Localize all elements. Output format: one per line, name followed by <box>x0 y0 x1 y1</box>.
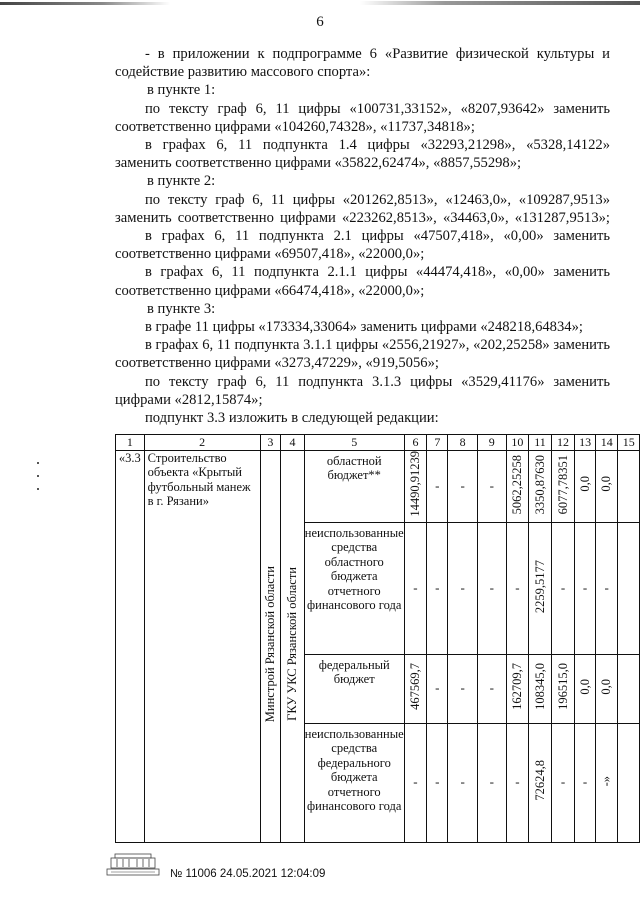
table-header-cell: 3 <box>260 435 281 451</box>
paragraph: по тексту граф 6, 11 подпункта 3.1.3 цифры «3529,41176» заменить цифрами «2812,15874»; <box>115 373 610 408</box>
value-cell: 0,0 <box>575 450 596 522</box>
value-cell: - <box>404 723 427 842</box>
value-cell: 5062,25258 <box>506 450 529 522</box>
funding-source-cell: областной бюджет** <box>304 450 404 522</box>
table-header-cell: 2 <box>144 435 260 451</box>
value-cell: - <box>477 654 506 723</box>
value-cell: - <box>551 522 575 654</box>
paragraph: подпункт 3.3 изложить в следующей редакции: <box>145 410 439 427</box>
table-header-cell: 5 <box>304 435 404 451</box>
value-cell: 0,0 <box>595 654 618 723</box>
value-cell: - <box>448 723 478 842</box>
value-cell: 6077,78351 <box>551 450 575 522</box>
value-cell: - <box>404 522 427 654</box>
paragraph-subheading: в пункте 1: <box>147 82 216 99</box>
table-header-cell: 10 <box>506 435 529 451</box>
amendment-text <box>115 45 610 427</box>
paragraph: по тексту граф 6, 11 цифры «100731,33152», «8207,93642» заменить соответственно цифрами «104260,74328», «11737,34818»; <box>115 100 610 135</box>
table-header-cell: 8 <box>448 435 478 451</box>
budget-table <box>115 434 640 843</box>
margin-dot <box>37 488 39 490</box>
table-header-cell: 13 <box>575 435 596 451</box>
funding-source-cell: федеральный бюджет <box>304 654 404 723</box>
value-cell: - <box>448 450 478 522</box>
value-cell: - <box>477 450 506 522</box>
value-cell: - <box>575 723 596 842</box>
table-header-cell: 12 <box>551 435 575 451</box>
value-cell <box>618 450 640 522</box>
government-emblem-icon <box>105 852 161 876</box>
value-cell: 162709,7 <box>506 654 529 723</box>
scan-edge-mark-left <box>0 2 170 5</box>
value-cell: 3350,87630 <box>529 450 552 522</box>
customer-cell: ГКУ УКС Рязанской области <box>281 450 305 842</box>
paragraph-subheading: в пункте 2: <box>147 173 216 190</box>
margin-dot <box>37 462 39 464</box>
item-number-cell: «3.3 <box>116 450 145 842</box>
table-header-cell: 1 <box>116 435 145 451</box>
value-cell: - <box>448 654 478 723</box>
value-cell: 108345,0 <box>529 654 552 723</box>
value-cell <box>618 654 640 723</box>
paragraph: - в приложении к подпрограмме 6 «Развитие физической культуры и содействие развитию массового спорта»: <box>115 46 610 81</box>
value-cell: 196515,0 <box>551 654 575 723</box>
value-cell: - <box>448 522 478 654</box>
table-header-cell: 15 <box>618 435 640 451</box>
scan-edge-mark-right <box>360 1 640 5</box>
page-number: 6 <box>316 14 324 30</box>
value-cell: - <box>427 450 448 522</box>
value-cell: - <box>427 723 448 842</box>
value-cell: - <box>427 654 448 723</box>
paragraph: по тексту граф 6, 11 цифры «201262,8513», «12463,0», «109287,9513» заменить соответственно цифрами «223262,8513», «34463,0», «131287,9513»; <box>115 191 610 226</box>
value-cell: 14490,91239 <box>404 450 427 522</box>
value-cell: -» <box>595 723 618 842</box>
paragraph: в графах 6, 11 подпункта 2.1.1 цифры «44474,418», «0,00» заменить соответственно цифрами «66474,418», «22000,0»; <box>115 264 610 299</box>
value-cell: - <box>551 723 575 842</box>
item-name-cell: Строительство объекта «Крытый футбольный манеж в г. Рязани» <box>144 450 260 842</box>
document-stamp: № 11006 24.05.2021 12:04:09 <box>170 868 326 880</box>
value-cell <box>618 522 640 654</box>
paragraph: в графе 11 цифры «173334,33064» заменить цифрами «248218,64834»; <box>145 319 583 336</box>
executor-cell: Минстрой Рязанской области <box>260 450 281 842</box>
value-cell: - <box>575 522 596 654</box>
funding-source-cell: неиспользованные средства областного бюджета отчетного финансового года <box>304 522 404 654</box>
table-header-cell: 7 <box>427 435 448 451</box>
value-cell: 72624,8 <box>529 723 552 842</box>
table-header-cell: 14 <box>595 435 618 451</box>
value-cell: 0,0 <box>595 450 618 522</box>
value-cell: - <box>477 723 506 842</box>
paragraph-subheading: в пункте 3: <box>147 300 216 317</box>
table-header-cell: 6 <box>404 435 427 451</box>
margin-dot <box>37 475 39 477</box>
value-cell: - <box>506 522 529 654</box>
table-header-cell: 4 <box>281 435 305 451</box>
value-cell: - <box>595 522 618 654</box>
funding-source-cell: неиспользованные средства федерального бюджета отчетного финансового года <box>304 723 404 842</box>
paragraph: в графах 6, 11 подпункта 3.1.1 цифры «2556,21927», «202,25258» заменить соответственно цифрами «3273,47229», «919,5056»; <box>115 337 610 372</box>
table-header-cell: 11 <box>529 435 552 451</box>
value-cell: - <box>506 723 529 842</box>
value-cell <box>618 723 640 842</box>
value-cell: - <box>427 522 448 654</box>
value-cell: 0,0 <box>575 654 596 723</box>
table-header-cell: 9 <box>477 435 506 451</box>
value-cell: 467569,7 <box>404 654 427 723</box>
table-header-row <box>116 435 640 451</box>
value-cell: - <box>477 522 506 654</box>
table-row <box>116 450 640 522</box>
paragraph: в графах 6, 11 подпункта 2.1 цифры «47507,418», «0,00» заменить соответственно цифрами «69507,418», «22000,0»; <box>115 228 610 263</box>
paragraph: в графах 6, 11 подпункта 1.4 цифры «32293,21298», «5328,14122» заменить соответственно цифрами «35822,62474», «8857,55298»; <box>115 137 610 172</box>
value-cell: 2259,5177 <box>529 522 552 654</box>
